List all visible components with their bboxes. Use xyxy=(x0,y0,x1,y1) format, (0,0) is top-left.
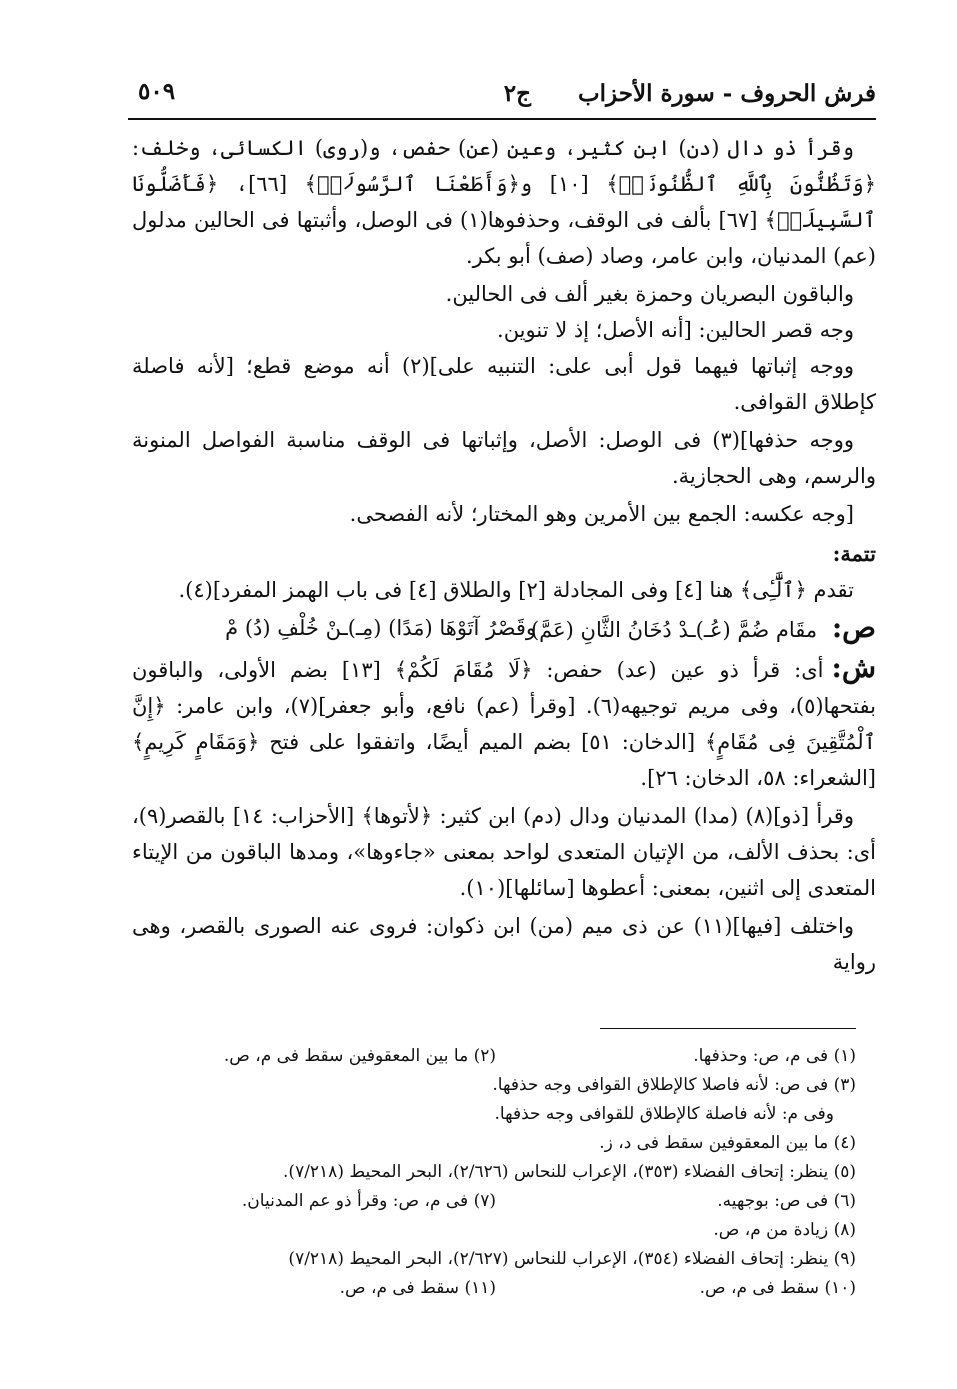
running-title: فرش الحروف - سورة الأحزاب xyxy=(578,80,876,107)
paragraph-6: [وجه عكسه: الجمع بين الأمرين وهو المختار؛ لأنه الفصحى. xyxy=(349,502,854,526)
footnote-9: (٩) ينظر: إتحاف الفضلاء (٣٥٤)، الإعراب للنحاس (٢/٦٢٧)، البحر المحيط (٧/٢١٨) xyxy=(288,1249,856,1269)
footnote-4: (٤) ما بين المعقوفين سقط فى د، ز. xyxy=(599,1133,856,1153)
footnote-2: (٢) ما بين المعقوفين سقط فى م، ص. xyxy=(223,1046,496,1066)
footnote-1: (١) فى م، ص: وحذفها. xyxy=(693,1046,856,1066)
footnote-6: (٦) فى ص: بوجهيه. xyxy=(717,1191,856,1211)
footnote-7: (٧) فى م، ص: وقرأ ذو عم المدنيان. xyxy=(241,1191,496,1211)
paragraph-1: وقرأ ذو دال (دن) ابن كثير، وعين (عن) حفص، و(روى) الكسائى، وخلف: ﴿وَتَظُنُّونَ بِٱللَّهِ ٱلظُّنُونَا۠﴾ [١٠] و﴿وَأَطَعْنَا ٱلرَّسُولَا۠﴾ [٦٦]، ﴿فَأَضَلُّونَا ٱلسَّبِيلَا۠﴾ [٦٧] بألف فى الوقف، وحذفوها(١) فى الوصل، وأثبتها فى الحالين مدلول (عم) المدنيان، وابن عامر، وصاد (صف) أبو بكر. xyxy=(132,136,877,268)
footnote-11: (١١) سقط فى م، ص. xyxy=(339,1278,496,1298)
paragraph-4: ووجه إثباتها فيهما قول أبى على: التنبيه على](٢) أنه موضع قطع؛ [لأنه فاصلة كإطلاق القوافى. xyxy=(132,354,876,414)
page-header xyxy=(128,72,876,120)
paragraph-5: ووجه حذفها](٣) فى الوصل: الأصل، وإثباتها فى الوقف مناسبة الفواصل المنونة والرسم، وهى الحجازية. xyxy=(132,428,876,488)
verse-half-2: وقَصْرُ آتَوْهَا (مَدًا) (مِـ)ـنْ خُلْفِ (دُ) مْ xyxy=(225,616,536,640)
paragraph-7: تقدم ﴿ٱلَّٰٓـِٔى﴾ هنا [٤] وفى المجادلة [٢] والطلاق [٤] فى باب الهمز المفرد](٤). xyxy=(178,578,854,602)
footnote-10: (١٠) سقط فى م، ص. xyxy=(699,1278,856,1298)
paragraph-8 xyxy=(132,650,876,796)
footnote-5: (٥) ينظر: إتحاف الفضلاء (٣٥٣)، الإعراب للنحاس (٢/٦٢٦)، البحر المحيط (٧/٢١٨). xyxy=(283,1162,856,1182)
footnote-3-variant: وفى م: لأنه فاصلة كالإطلاق للقوافى وجه حذفها. xyxy=(494,1104,834,1124)
main-text xyxy=(132,130,876,980)
verse-line xyxy=(132,608,876,650)
volume-label: ج٢ xyxy=(503,80,531,107)
footnote-divider xyxy=(600,1028,856,1029)
footnote-8: (٨) زيادة من م، ص. xyxy=(713,1220,856,1240)
footnote-row xyxy=(140,1042,856,1071)
verse-half-1: مقَام ضُمَّ (عُـ)ـدْ دُخَانُ الثَّانِ (عَمَّ) xyxy=(530,618,818,642)
verse-marker: ص: xyxy=(831,611,876,644)
paragraph-8-text: أى: قرأ ذو عين (عد) حفص: ﴿لَا مُقَامَ لَكُمْ﴾ [١٣] بضم الأولى، والباقون بفتحها(٥)، وفى مريم توجيهه(٦). [وقرأ (عم) نافع، وأبو جعفر](٧)، وابن عامر: ﴿إِنَّ ٱلْمُتَّقِينَ فِى مُقَامٍ﴾ [الدخان: ٥١] بضم الميم أيضًا، واتفقوا على فتح ﴿وَمَقَامٍ كَرِيمٍ﴾ [الشعراء: ٥٨، الدخان: ٢٦]. xyxy=(132,658,876,790)
paragraph-9: وقرأ [ذو](٨) (مدا) المدنيان ودال (دم) ابن كثير: ﴿لأتوها﴾ [الأحزاب: ١٤] بالقصر(٩)، أى: بحذف الألف، من الإتيان المتعدى لواحد بمعنى «جاءوها»، ومدها الباقون من الإيتاء المتعدى إلى اثنين، بمعنى: أعطوها [سائلها](١٠). xyxy=(132,804,876,900)
section-heading: تتمة: xyxy=(832,541,876,566)
footnotes xyxy=(140,1042,856,1303)
footnote-row xyxy=(140,1187,856,1216)
paragraph-2: والباقون البصريان وحمزة بغير ألف فى الحالين. xyxy=(445,282,854,306)
paragraph-3: وجه قصر الحالين: [أنه الأصل؛ إذ لا تنوين. xyxy=(497,318,854,342)
sharh-marker: ش: xyxy=(831,651,876,684)
footnote-row xyxy=(140,1274,856,1303)
paragraph-10: واختلف [فيها](١١) عن ذى ميم (من) ابن ذكوان: فروى عنه الصورى بالقصر، وهى رواية xyxy=(132,914,876,974)
page-number: ٥٠٩ xyxy=(138,78,176,105)
footnote-3: (٣) فى ص: لأنه فاصلا كالإطلاق القوافى وجه حذفها. xyxy=(492,1075,856,1095)
